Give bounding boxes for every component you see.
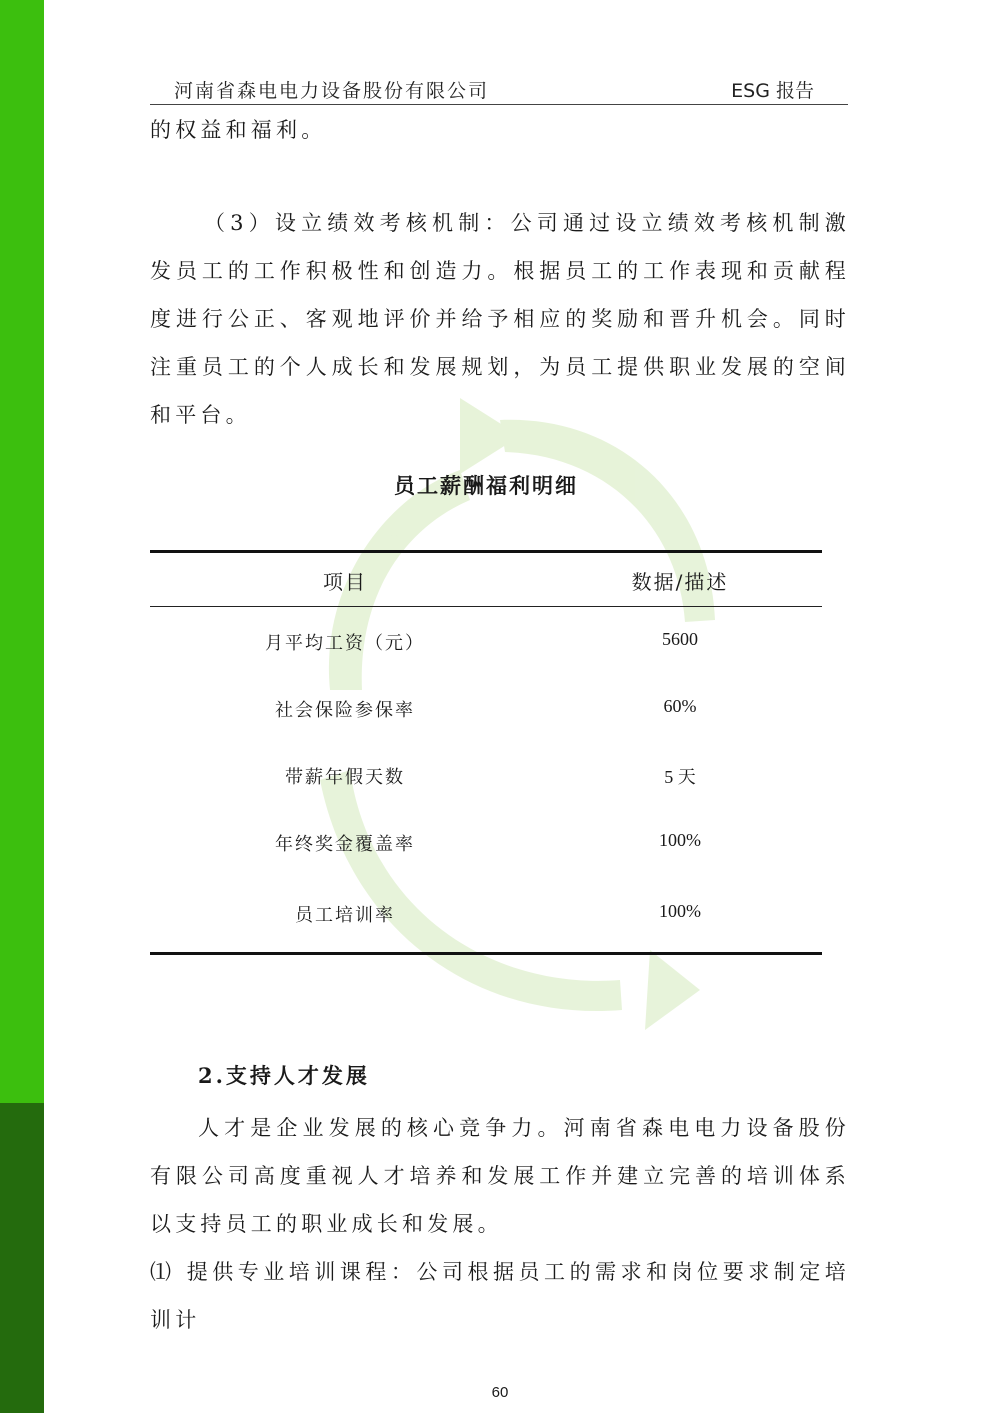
- table-row-value: 100%: [659, 901, 701, 921]
- table-header-rule: [150, 606, 822, 607]
- page-number: 60: [491, 1384, 509, 1401]
- table-bottom-rule: [150, 952, 822, 955]
- table-row-value: 5600: [662, 629, 698, 649]
- performance-paragraph: （3）设立绩效考核机制：公司通过设立绩效考核机制激发员工的工作积极性和创造力。根据员工的工作表现和贡献程度进行公正、客观地评价并给予相应的奖励和晋升机会。同时注重员工的个人成长和发展规划，为员工提供职业发展的空间和平台。: [150, 211, 850, 427]
- talent-intro-paragraph: 人才是企业发展的核心竞争力。河南省森电电力设备股份有限公司高度重视人才培养和发展工作并建立完善的培训体系以支持员工的职业成长和发展。: [150, 1116, 850, 1236]
- table-title: 员工薪酬福利明细: [394, 473, 578, 498]
- table-top-rule: [150, 550, 822, 553]
- table-row-label: 员工培训率: [295, 905, 395, 926]
- table-row-label: 带薪年假天数: [285, 767, 405, 788]
- section-heading: 2.支持人才发展: [198, 1063, 370, 1088]
- continuation-paragraph: 的权益和福利。: [150, 118, 327, 142]
- header-company-name: 河南省森电电力设备股份有限公司: [174, 80, 490, 102]
- table-row-label: 年终奖金覆盖率: [275, 834, 415, 855]
- table-row-value: 5 天: [664, 767, 696, 787]
- column-header-value: 数据/描述: [631, 570, 729, 594]
- page-header: [150, 70, 848, 105]
- table-row-value: 60%: [663, 696, 697, 716]
- column-header-item: 项目: [323, 570, 367, 594]
- header-report-label: ESG 报告: [731, 80, 814, 102]
- sidebar-accent-top: [0, 0, 44, 1103]
- table-row-value: 100%: [659, 830, 701, 850]
- table-row-label: 月平均工资（元）: [265, 633, 425, 654]
- sidebar-accent-bottom: [0, 1103, 44, 1413]
- training-paragraph: ⑴ 提供专业培训课程：公司根据员工的需求和岗位要求制定培训计: [150, 1260, 850, 1332]
- table-row-label: 社会保险参保率: [275, 700, 415, 721]
